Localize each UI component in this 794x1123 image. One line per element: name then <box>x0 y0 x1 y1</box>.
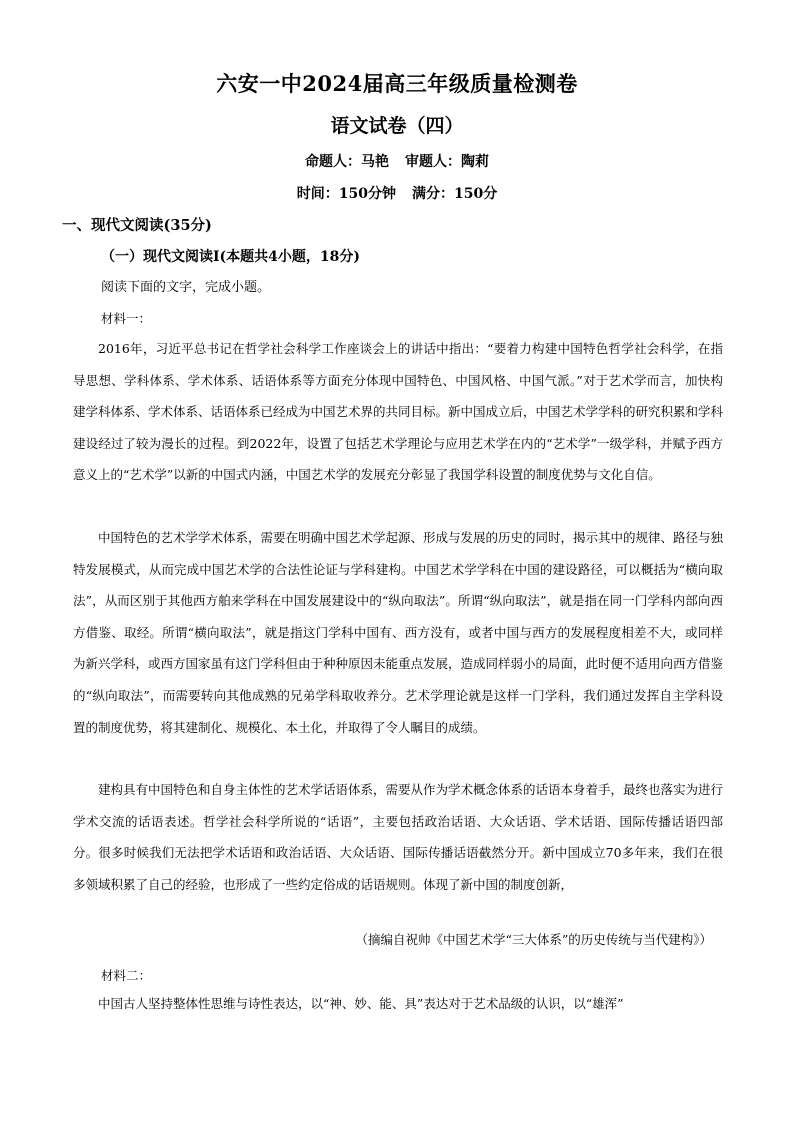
exam-title: 六安一中2024届高三年级质量检测卷 <box>216 71 578 96</box>
material-2-label: 材料二： <box>101 968 152 983</box>
paragraph-2: 中国特色的艺术学学术体系，需要在明确中国艺术学起源、形成与发展的历史的同时，揭示其中的规律、路径与独特发展模式，从而完成中国艺术学的合法性论证与学科建构。中国艺术学学科在中国的建设路径，可以概括为“横向取法”，从而区别于其他西方舶来学科在中国发展建设中的“纵向取法”。所谓“纵向取法”，就是指在同一门学科内部向西方借鉴、取经。所谓“横向取法”，就是指这门学科中国有、西方没有，或者中国与西方的发展程度相差不大，或同样为新兴学科，或西方国家虽有这门学科但由于种种原因未能重点发展，造成同样弱小的局面，此时便不适用向西方借鉴的“纵向取法”，而需要转向其他成熟的兄弟学科取收养分。艺术学理论就是这样一门学科，我们通过发挥自主学科设置的制度优势，将其建制化、规模化、本土化，并取得了令人瞩目的成绩。 <box>73 530 724 735</box>
question-setter: 命题人：马艳 <box>305 154 389 170</box>
author-line <box>0 151 794 171</box>
reading-instruction: 阅读下面的文字，完成小题。 <box>101 280 271 295</box>
material-1-label: 材料一： <box>101 311 152 326</box>
paragraph-1: 2016年，习近平总书记在哲学社会科学工作座谈会上的讲话中指出：“要着力构建中国特色哲学社会科学，在指导思想、学科体系、学术体系、话语体系等方面充分体现中国特色、中国风格、中国气派。”对于艺术学而言，加快构建学科体系、学术体系、话语体系已经成为中国艺术界的共同目标。新中国成立后，中国艺术学学科的研究积累和学科建设经过了较为漫长的过程。到2022年，设置了包括艺术学理论与应用艺术学在内的“艺术学”一级学科，并赋予西方意义上的“艺术学”以新的中国式内涵，中国艺术学的发展充分彰显了我国学科设置的制度优势与文化自信。 <box>73 341 724 483</box>
source-citation: （摘编自祝帅《中国艺术学“三大体系”的历史传统与当代建构》） <box>355 932 712 947</box>
exam-info-line <box>0 183 794 203</box>
subsection-heading: （一）现代文阅读Ⅰ(本题共4小题，18分) <box>101 249 361 265</box>
paragraph-3: 建构具有中国特色和自身主体性的艺术学话语体系，需要从作为学术概念体系的话语本身着手，最终也落实为进行学术交流的话语表述。哲学社会科学所说的“话语”，主要包括政治话语、大众话语、学术话语、国际传播话语四部分。很多时候我们无法把学术话语和政治话语、大众话语、国际传播话语截然分开。新中国成立70多年来，我们在很多领域积累了自己的经验，也形成了一些约定俗成的话语规则。体现了新中国的制度创新， <box>73 782 724 892</box>
material-2-text: 中国古人坚持整体性思维与诗性表达，以“神、妙、能、具”表达对于艺术品级的认识，以“雄浑” <box>98 996 624 1011</box>
section-heading: 一、现代文阅读(35分) <box>62 217 212 234</box>
exam-subtitle: 语文试卷（四） <box>330 115 464 137</box>
exam-time: 时间：150分钟 <box>296 186 396 202</box>
exam-score: 满分：150分 <box>412 186 498 202</box>
question-reviewer: 审题人：陶莉 <box>405 154 489 170</box>
